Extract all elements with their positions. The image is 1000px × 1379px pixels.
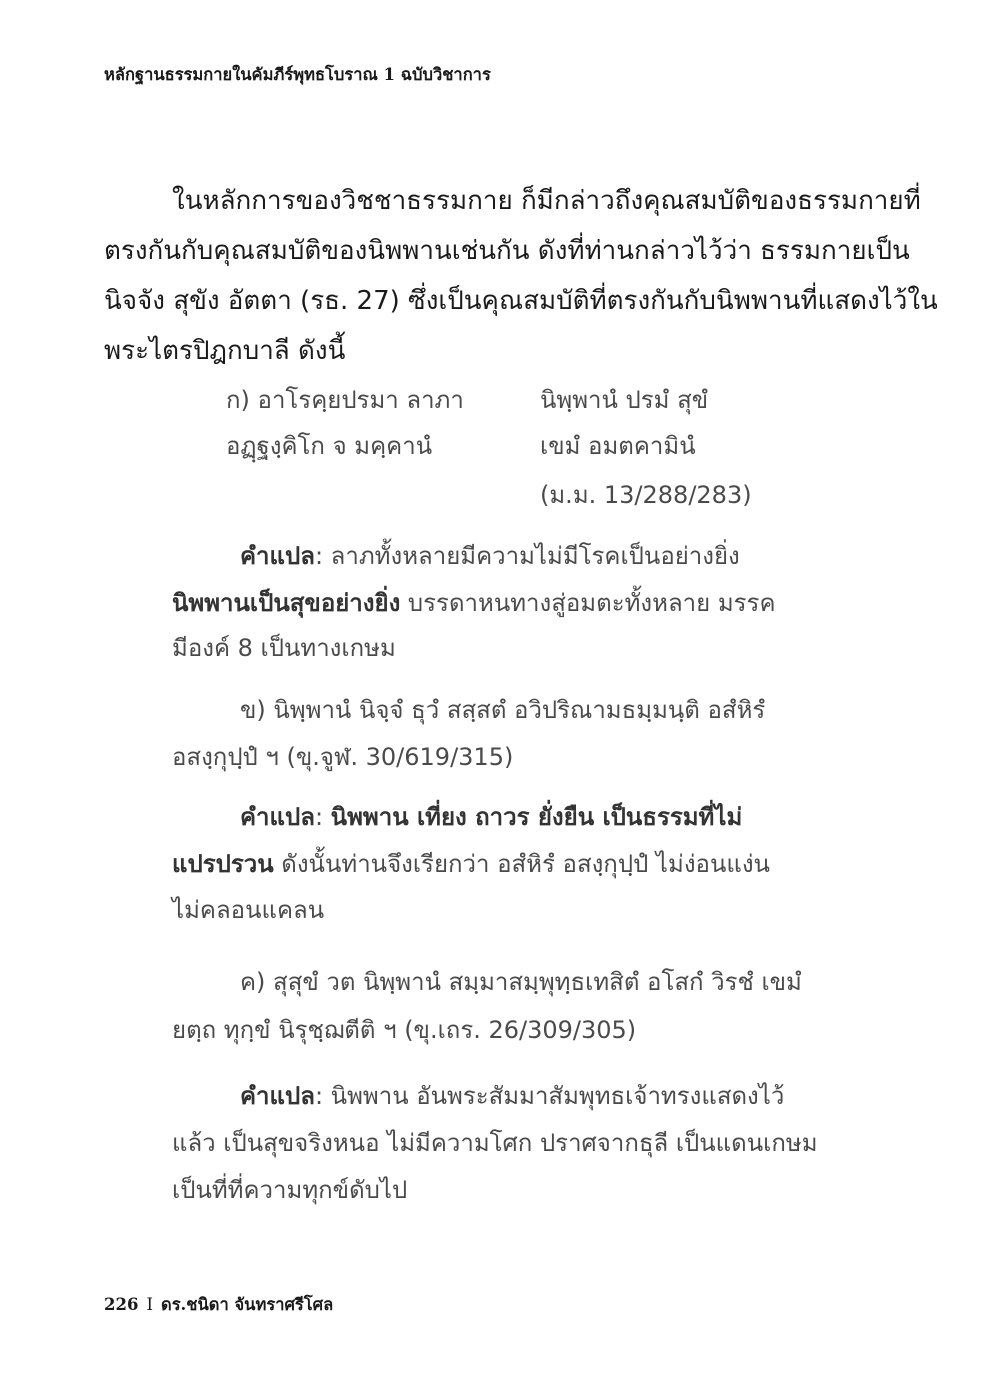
translation-bold-text: แปรปรวน [172, 850, 274, 878]
translation-label: คำแปล [240, 1082, 315, 1110]
translation-c-line-2: แล้ว เป็นสุขจริงหนอ ไม่มีความโศก ปราศจากธุลี เป็นแดนเกษม [172, 1129, 818, 1157]
verse-c-line-1: ค) สุสุขํ วต นิพฺพานํ สมฺมาสมฺพุทฺธเทสิตํ อโสกํ วิรชํ เขมํ [240, 968, 802, 996]
verse-b-line-1: ข) นิพฺพานํ นิจฺจํ ธุวํ สสฺสตํ อวิปริณามธมฺมนฺติ อสํหิรํ [240, 696, 766, 724]
verse-b-line-2: อสงฺกุปฺปํ ฯ (ขุ.จูฬ. 30/619/315) [172, 743, 514, 771]
translation-text: ดังนั้นท่านจึงเรียกว่า อสํหิรํ อสงฺกุปฺปํ ไม่ง่อนแง่น [281, 850, 770, 878]
intro-paragraph [104, 176, 938, 376]
translation-b-line-1: คำแปล: นิพพาน เที่ยง ถาวร ยั่งยืน เป็นธรรมที่ไม่ [240, 803, 743, 831]
page-footer [104, 1292, 333, 1318]
translation-a-line-1: คำแปล: ลาภทั้งหลายมีความไม่มีโรคเป็นอย่างยิ่ง [240, 542, 740, 570]
translation-c-line-1: คำแปล: นิพพาน อันพระสัมมาสัมพุทธเจ้าทรงแสดงไว้ [240, 1082, 785, 1110]
verse-a-left-2: อฏฺฐงฺคิโก จ มคฺคานํ [226, 432, 433, 460]
verse-a-left-1: ก) อาโรคฺยปรมา ลาภา [226, 386, 464, 414]
translation-label: คำแปล [240, 542, 315, 570]
intro-line: ในหลักการของวิชชาธรรมกาย ก็มีกล่าวถึงคุณสมบัติของธรรมกายที่ [172, 186, 921, 216]
page-number: 226 [104, 1295, 139, 1314]
translation-bold-text: นิพพานเป็นสุขอย่างยิ่ง [172, 589, 401, 617]
translation-text: ลาภทั้งหลายมีความไม่มีโรคเป็นอย่างยิ่ง [330, 542, 740, 570]
translation-b-line-2 [172, 844, 770, 883]
intro-line: นิจจัง สุขัง อัตตา (รธ. 27) ซึ่งเป็นคุณสมบัติที่ตรงกันกับนิพพานที่แสดงไว้ใน [104, 286, 938, 316]
translation-label: คำแปล [240, 803, 315, 831]
translation-a-line-3: มีองค์ 8 เป็นทางเกษม [172, 634, 396, 662]
translation-bold-text: นิพพาน เที่ยง ถาวร ยั่งยืน เป็นธรรมที่ไม่ [330, 803, 743, 831]
verse-a-reference: (ม.ม. 13/288/283) [540, 481, 752, 509]
translation-text: บรรดาหนทางสู่อมตะทั้งหลาย มรรค [407, 589, 776, 617]
translation-a-line-2 [172, 583, 776, 622]
translation-text: นิพพาน อันพระสัมมาสัมพุทธเจ้าทรงแสดงไว้ [330, 1082, 785, 1110]
intro-line: พระไตรปิฎกบาลี ดังนี้ [104, 336, 346, 366]
author-name: ดร.ชนิดา จันทราศรีโศล [160, 1295, 334, 1314]
verse-c-line-2: ยตฺถ ทุกฺขํ นิรุชฺฌตีติ ฯ (ขุ.เถร. 26/309/305) [172, 1016, 637, 1044]
running-header: หลักฐานธรรมกายในคัมภีร์พุทธโบราณ 1 ฉบับวิชาการ [104, 65, 491, 84]
verse-a-right-1: นิพฺพานํ ปรมํ สุขํ [540, 386, 709, 414]
intro-line: ตรงกันกับคุณสมบัติของนิพพานเช่นกัน ดังที่ท่านกล่าวไว้ว่า ธรรมกายเป็น [104, 236, 910, 266]
translation-c-line-3: เป็นที่ที่ความทุกข์ดับไป [172, 1176, 408, 1204]
verse-a-right-2: เขมํ อมตคามินํ [540, 432, 696, 460]
translation-b-line-3: ไม่คลอนแคลน [172, 896, 325, 924]
footer-separator: I [146, 1295, 153, 1314]
